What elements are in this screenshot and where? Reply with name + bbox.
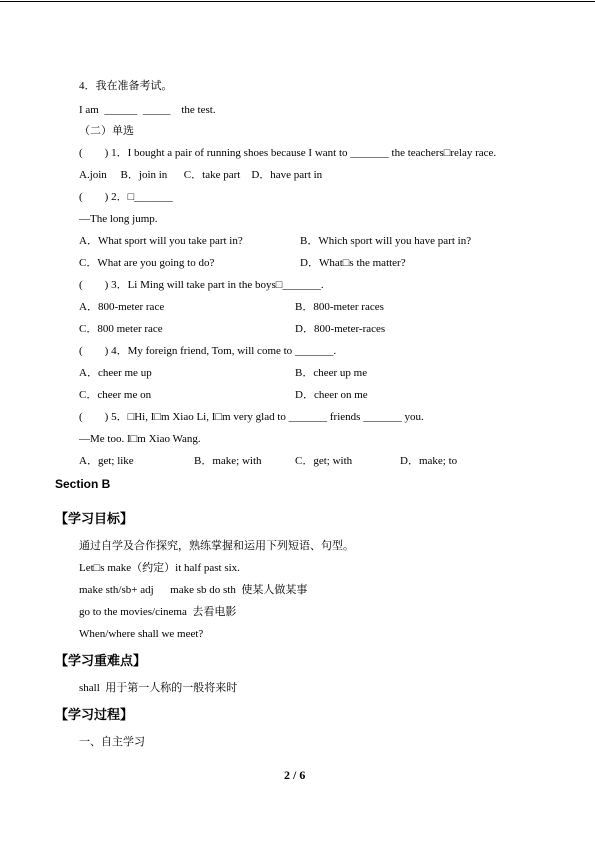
learning-goal-4: When/where shall we meet?	[79, 628, 204, 640]
mc-4-option-d: D．cheer on me	[295, 389, 368, 401]
mc-4-option-c: C．cheer me on	[79, 389, 152, 401]
learning-goal-2: make sth/sb+ adj make sb do sth 使某人做某事	[79, 584, 308, 596]
mc-2-option-b: B．Which sport will you have part in?	[300, 235, 472, 247]
mc-4-option-a: A．cheer me up	[79, 367, 152, 379]
mc-3-option-b: B．800-meter races	[295, 301, 384, 313]
header-rule	[0, 1, 595, 2]
question-4-english: I am ______ _____ the test.	[79, 104, 216, 116]
mc-2-option-c: C．What are you going to do?	[79, 257, 215, 269]
mc-3-option-d: D．800-meter-races	[295, 323, 386, 335]
mc-question-2: ( ) 2．□_______	[79, 191, 173, 203]
learning-process-heading: 【学习过程】	[55, 707, 134, 722]
mc-question-4: ( ) 4．My foreign friend, Tom, will come to _______.	[79, 345, 337, 357]
mc-5-option-d: D．make; to	[400, 455, 458, 467]
learning-process-step-1: 一、自主学习	[79, 736, 145, 748]
learning-goal-3: go to the movies/cinema 去看电影	[79, 606, 237, 618]
learning-goals-heading: 【学习目标】	[55, 511, 134, 526]
learning-goal-1: Let□s make（约定）it half past six.	[79, 562, 240, 574]
mc-4-option-b: B．cheer up me	[295, 367, 368, 379]
mc-5-option-a: A．get; like	[79, 455, 134, 467]
question-4-chinese: 4．我在准备考试。	[79, 80, 173, 92]
mc-5-option-c: C．get; with	[295, 455, 353, 467]
mc-2-option-d: D．What□s the matter?	[300, 257, 406, 269]
mc-question-1-options: A.join B．join in C．take part D．have part in	[79, 169, 323, 181]
key-points-heading: 【学习重难点】	[55, 653, 147, 668]
mc-question-3: ( ) 3．Li Ming will take part in the boys□_______.	[79, 279, 324, 291]
page-number: 2 / 6	[284, 768, 306, 782]
learning-goals-intro: 通过自学及合作探究，熟练掌握和运用下列短语、句型。	[79, 540, 354, 552]
mc-2-option-a: A．What sport will you take part in?	[79, 235, 243, 247]
mc-question-5: ( ) 5．□Hi, I□m Xiao Li, I□m very glad to _______ friends _______ you.	[79, 411, 424, 423]
mc-3-option-a: A．800-meter race	[79, 301, 165, 313]
mc-3-option-c: C．800 meter race	[79, 323, 163, 335]
mc-5-option-b: B．make; with	[194, 455, 262, 467]
mc-question-1: ( ) 1．I bought a pair of running shoes because I want to _______ the teachers□relay race.	[79, 147, 497, 159]
mc-question-2-answer-line: —The long jump.	[79, 213, 158, 225]
section-b-heading: Section B	[55, 477, 111, 491]
key-point-1: shall 用于第一人称的一般将来时	[79, 682, 238, 694]
mc-question-5-answer-line: —Me too. I□m Xiao Wang.	[79, 433, 201, 445]
part-2-title: （二）单选	[79, 125, 134, 137]
